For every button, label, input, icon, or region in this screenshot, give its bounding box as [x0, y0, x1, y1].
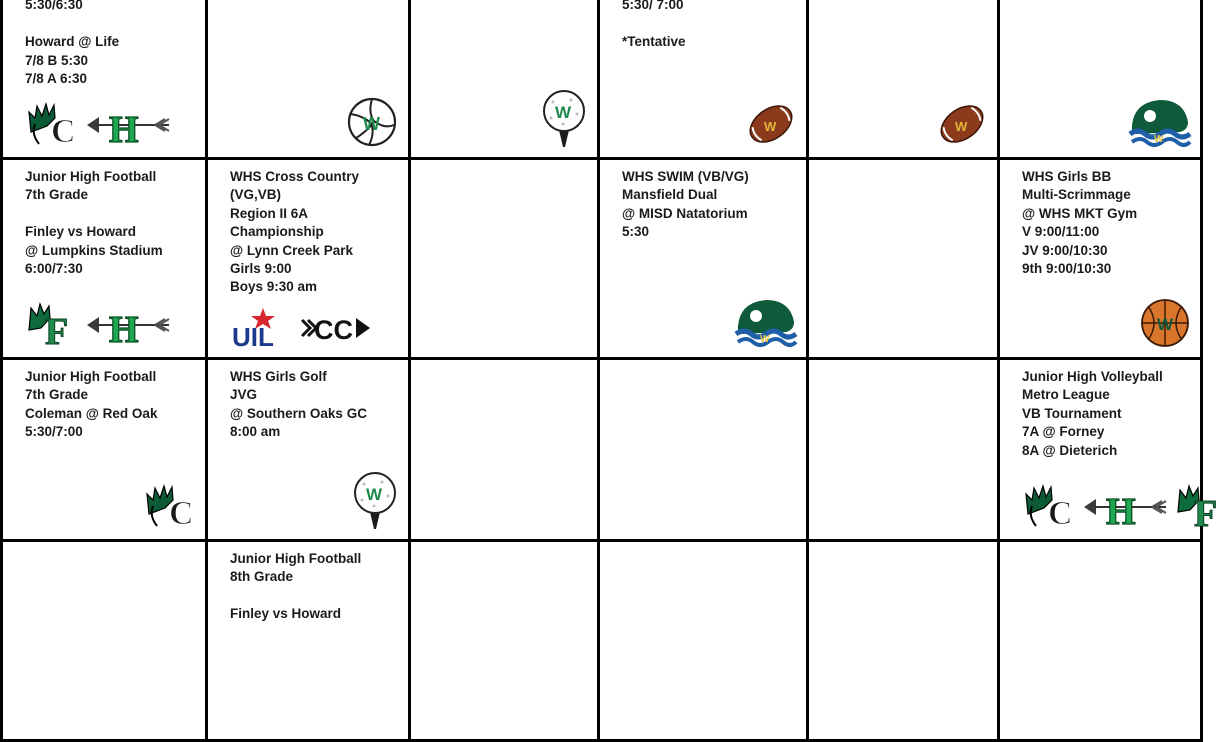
swim-logo-icon [734, 296, 796, 353]
coleman-c-logo-icon [145, 484, 195, 535]
finley-f-logo-icon [27, 302, 77, 353]
calendar-day-cell [1000, 360, 1218, 542]
volleyball-icon [346, 96, 398, 153]
event-logos [346, 96, 398, 153]
golf-ball-tee-icon [541, 90, 587, 153]
event-line: Championship [230, 224, 324, 240]
event-line [25, 205, 197, 223]
event-line: Finley vs Howard [230, 606, 342, 622]
event-line: 9th 9:00/10:30 [1022, 261, 1112, 277]
svg-text:F: F [45, 311, 69, 353]
calendar-day-cell [208, 360, 411, 542]
event-line: 5:30/6:30 [25, 0, 83, 13]
coleman-c-logo-icon [1024, 484, 1074, 535]
event-line: Metro League [1022, 387, 1110, 403]
calendar-day-cell [208, 160, 411, 360]
calendar-day-cell [208, 0, 411, 160]
event-line: *Tentative [622, 34, 686, 50]
calendar-day-cell [208, 542, 411, 742]
event-line: WHS Girls Golf [230, 369, 327, 384]
calendar-day-cell [3, 0, 208, 160]
event-line: Girls 9:00 [230, 261, 292, 277]
event-logos [1140, 298, 1190, 353]
event-line: Junior High Football [25, 169, 157, 184]
event-logos [541, 90, 587, 153]
event-line: @ MISD Natatorium [622, 205, 748, 221]
event-logos [1128, 96, 1190, 153]
svg-text:W: W [1157, 315, 1174, 334]
event-line: @ Lynn Creek Park [230, 242, 353, 258]
event-line: Junior High Football [25, 369, 157, 384]
calendar-day-cell [3, 360, 208, 542]
calendar-day-cell [809, 0, 1000, 160]
howard-h-arrow-logo-icon [85, 104, 171, 151]
event-logos [1024, 484, 1226, 535]
event-line [230, 587, 400, 605]
svg-text:F: F [1194, 493, 1218, 535]
event-details [622, 0, 798, 52]
football-icon [746, 100, 796, 153]
calendar-day-cell [411, 160, 600, 360]
swim-logo-icon [1128, 96, 1190, 153]
event-logos [145, 484, 195, 535]
svg-text:UIL: UIL [232, 322, 274, 352]
event-line: 7A @ Forney [1022, 424, 1105, 440]
golf-ball-tee-icon [352, 472, 398, 535]
event-line [622, 15, 798, 33]
calendar-day-cell [600, 542, 809, 742]
event-details [1022, 168, 1192, 278]
event-line: JVG [230, 387, 258, 403]
event-details [622, 168, 798, 242]
basketball-icon [1140, 298, 1190, 353]
cross-country-logo-icon [300, 310, 372, 351]
event-line: Boys 9:30 am [230, 279, 318, 295]
calendar-day-cell [411, 360, 600, 542]
calendar-day-cell [3, 160, 208, 360]
event-logos [734, 296, 796, 353]
event-line: VB Tournament [1022, 405, 1122, 421]
event-line: @ Lumpkins Stadium [25, 242, 163, 258]
calendar-day-cell [600, 360, 809, 542]
howard-h-arrow-logo-icon [1082, 486, 1168, 533]
event-line: 5:30/7:00 [25, 424, 83, 440]
event-details [1022, 368, 1192, 460]
svg-text:W: W [760, 334, 770, 345]
event-line: 7th Grade [25, 187, 89, 203]
svg-text:H: H [109, 309, 139, 351]
uil-logo-icon [232, 308, 292, 353]
event-logos [352, 472, 398, 535]
event-line: Finley vs Howard [25, 224, 137, 240]
event-line: Coleman @ Red Oak [25, 405, 158, 421]
event-line: JV 9:00/10:30 [1022, 242, 1108, 258]
event-logos [232, 308, 372, 353]
event-line: WHS SWIM (VB/VG) [622, 169, 749, 184]
coleman-c-logo-icon [27, 102, 77, 153]
event-logos [27, 302, 171, 353]
svg-text:C: C [1048, 495, 1073, 532]
event-line: 5:30/ 7:00 [622, 0, 684, 13]
event-line: Mansfield Dual [622, 187, 718, 203]
event-details [25, 0, 197, 88]
event-details [230, 168, 400, 297]
svg-text:W: W [366, 485, 383, 504]
event-line: V 9:00/11:00 [1022, 224, 1100, 240]
event-line: @ WHS MKT Gym [1022, 205, 1138, 221]
calendar-day-cell [411, 542, 600, 742]
event-logos [937, 100, 987, 153]
svg-text:W: W [1154, 134, 1164, 145]
svg-text:C: C [51, 113, 76, 150]
event-line: Junior High Volleyball [1022, 369, 1163, 384]
howard-h-arrow-logo-icon [85, 304, 171, 351]
event-line: Multi-Scrimmage [1022, 187, 1131, 203]
event-line [25, 15, 197, 33]
calendar-day-cell [809, 160, 1000, 360]
event-line: 8:00 am [230, 424, 281, 440]
svg-text:W: W [764, 119, 777, 134]
event-line: 7th Grade [25, 387, 89, 403]
calendar-day-cell [1000, 0, 1203, 160]
event-line: WHS Cross Country [230, 169, 360, 184]
event-details [230, 368, 400, 442]
event-logos [746, 100, 796, 153]
event-line: 8A @ Dieterich [1022, 442, 1118, 458]
calendar-day-cell [411, 0, 600, 160]
finley-f-logo-icon [1176, 484, 1226, 535]
calendar-day-cell [600, 160, 809, 360]
event-logos [27, 102, 171, 153]
event-line: WHS Girls BB [1022, 169, 1112, 184]
calendar-day-cell [809, 360, 1000, 542]
svg-text:W: W [955, 119, 968, 134]
event-details [25, 168, 197, 278]
event-line: (VG,VB) [230, 187, 282, 203]
event-line: @ Southern Oaks GC [230, 405, 367, 421]
event-line: 7/8 B 5:30 [25, 52, 89, 68]
event-line: 8th Grade [230, 569, 294, 585]
calendar-day-cell [1000, 160, 1203, 360]
football-icon [937, 100, 987, 153]
calendar-day-cell [3, 542, 208, 742]
svg-text:CC: CC [314, 315, 353, 345]
calendar-day-cell [809, 542, 1000, 742]
calendar-day-cell [600, 0, 809, 160]
svg-text:W: W [555, 103, 572, 122]
event-line: 7/8 A 6:30 [25, 71, 88, 87]
event-details [230, 550, 400, 624]
calendar-day-cell [1000, 542, 1203, 742]
svg-text:C: C [169, 495, 194, 532]
event-line: Region II 6A [230, 205, 309, 221]
event-line: Howard @ Life [25, 34, 120, 50]
event-line: Junior High Football [230, 551, 362, 566]
event-details [25, 368, 197, 442]
event-line: 5:30 [622, 224, 650, 240]
svg-text:H: H [1106, 491, 1136, 533]
svg-text:H: H [109, 109, 139, 151]
event-line: 6:00/7:30 [25, 261, 83, 277]
svg-text:W: W [363, 114, 380, 134]
